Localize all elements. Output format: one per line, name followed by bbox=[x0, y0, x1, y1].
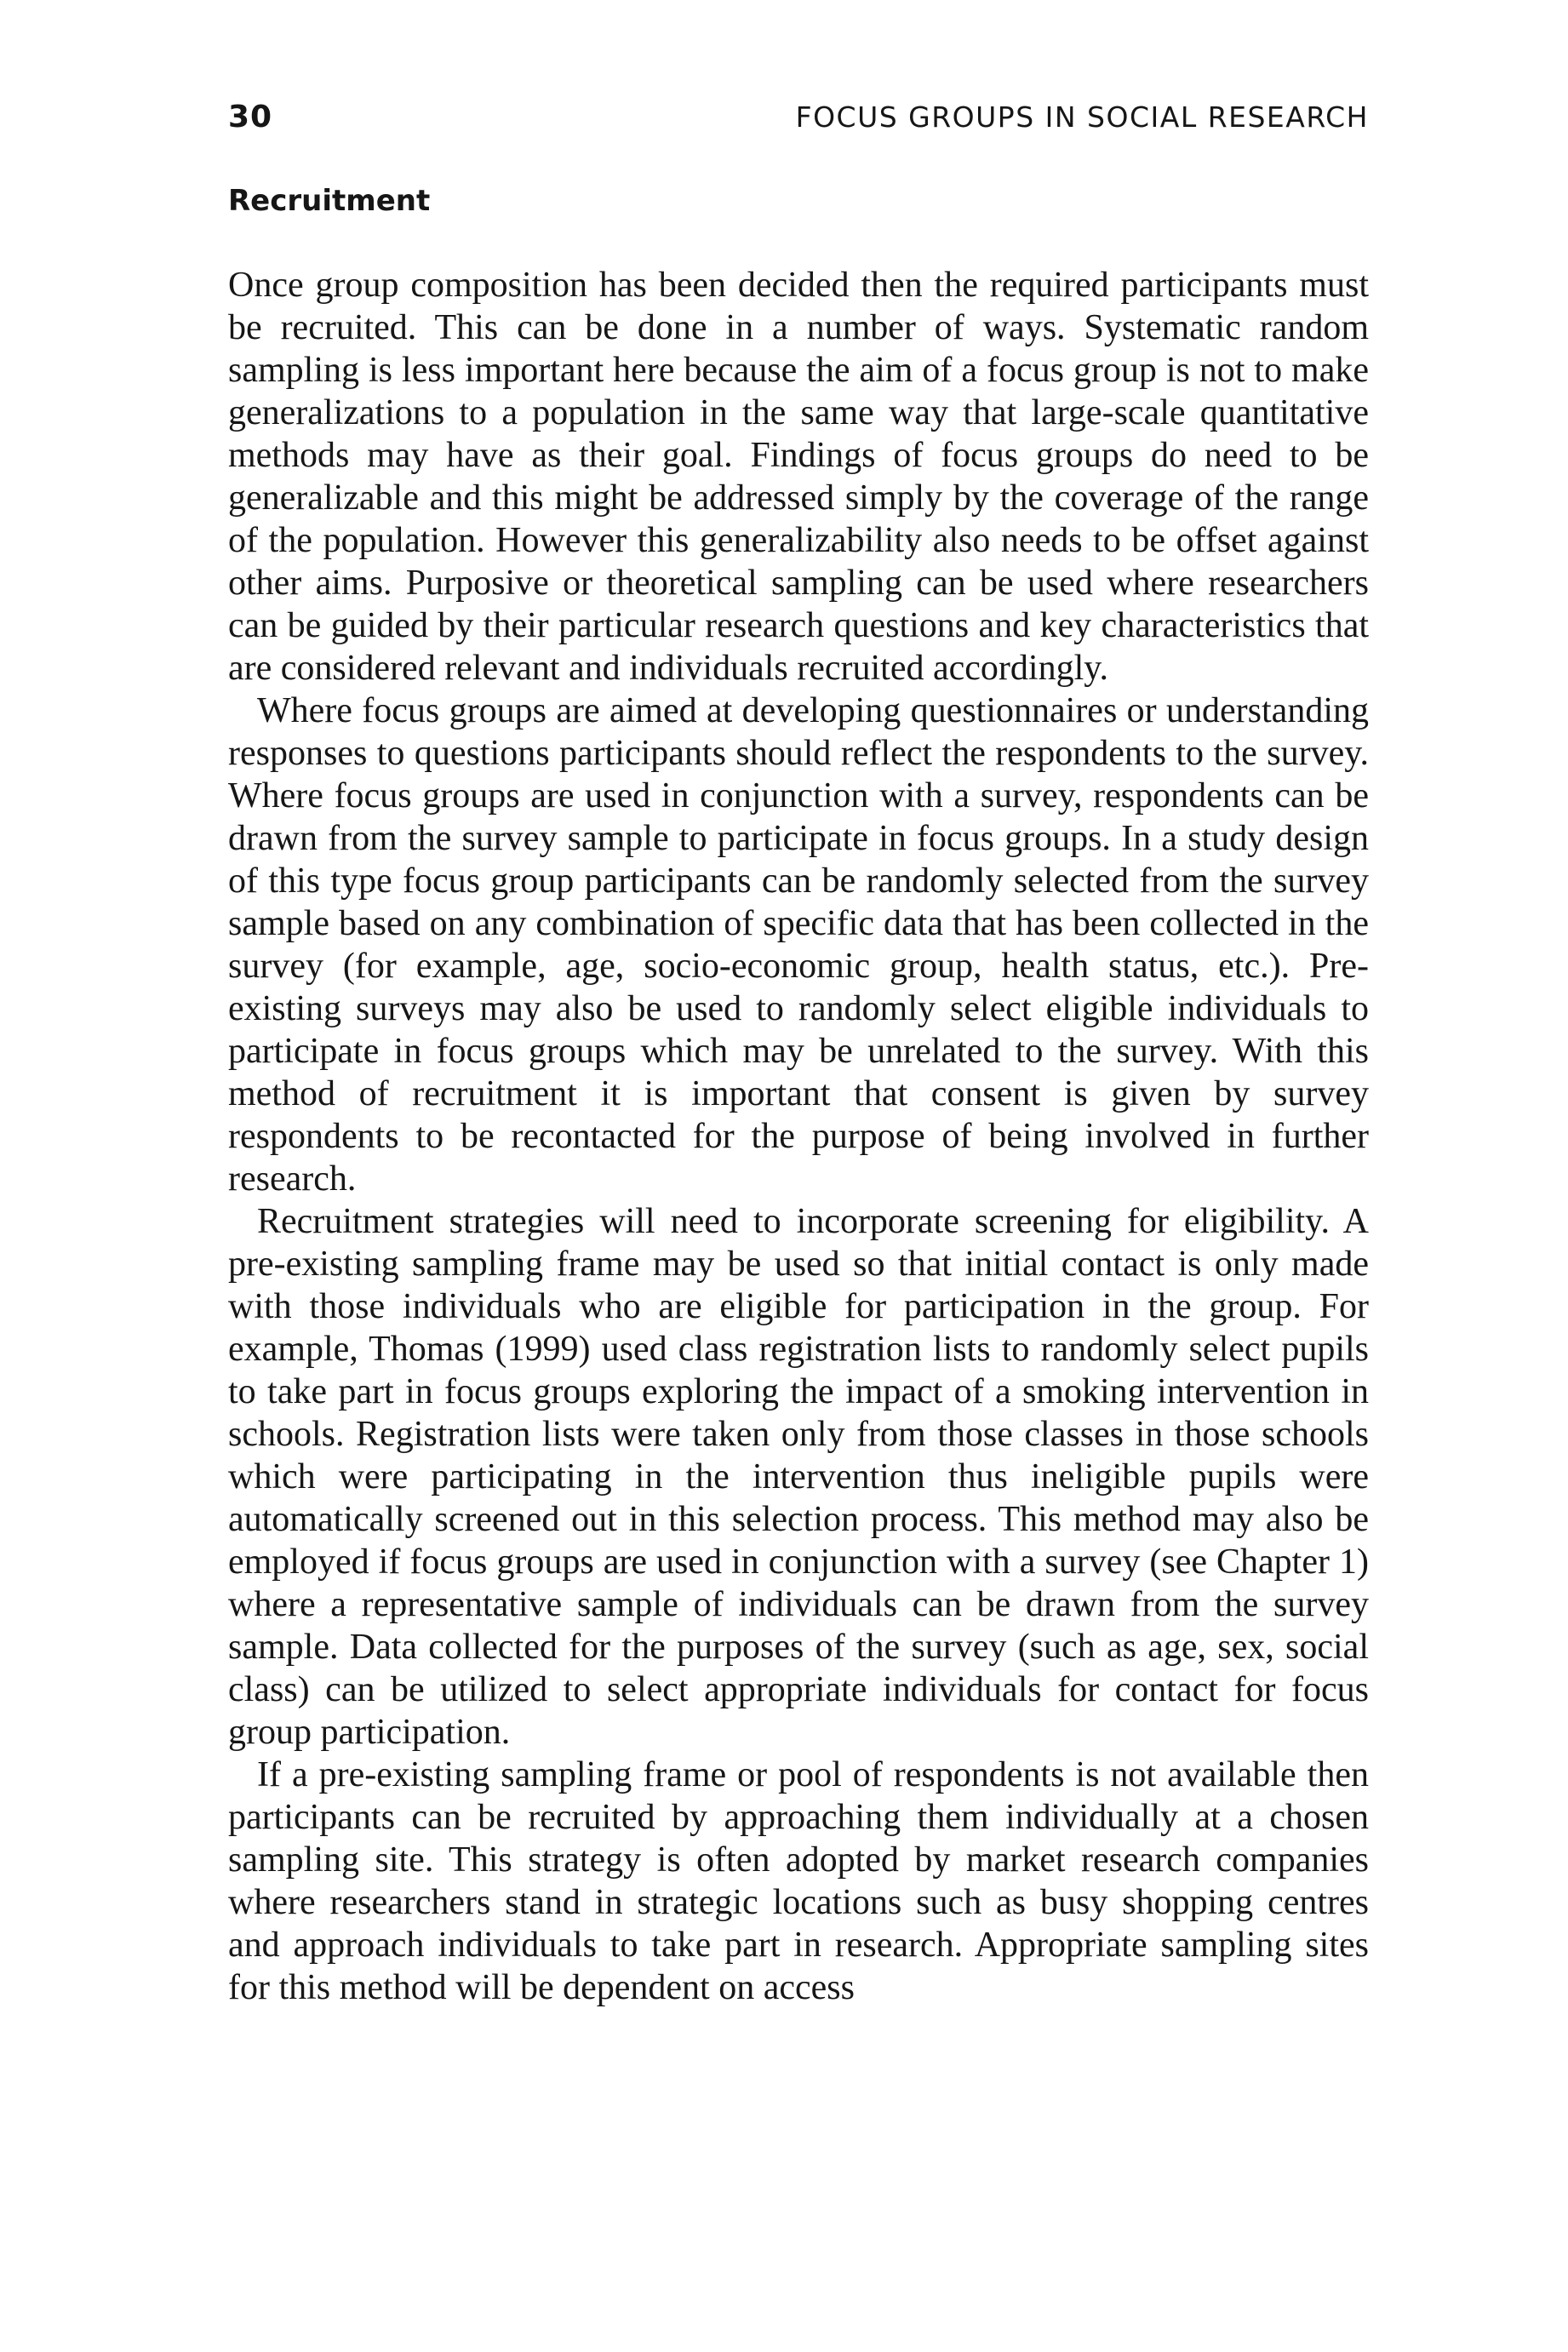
paragraph-3: Recruitment strategies will need to incorporate screening for eligibility. A pre-existing sampling frame may be used so that initial contact is only made with those individuals who are eligible for participation in the group. For example, Thomas (1999) used class registration lists to randomly select pupils to take part in focus groups exploring the impact of a smoking intervention in schools. Registration lists were taken only from those classes in those schools which were participating in the intervention thus ineligible pupils were automatically screened out in this selection process. This method may also be employed if focus groups are used in conjunction with a survey (see Chapter 1) where a representative sample of individuals can be drawn from the survey sample. Data collected for the purposes of the survey (such as age, sex, social class) can be utilized to select appropriate individuals for contact for focus group participation. bbox=[228, 1202, 1369, 1752]
running-head bbox=[228, 92, 1369, 143]
book-title: FOCUS GROUPS IN SOCIAL RESEARCH bbox=[795, 100, 1369, 134]
body-text bbox=[228, 264, 1369, 2009]
paragraph-2: Where focus groups are aimed at developing questionnaires or understanding responses to questions participants should reflect the respondents to the survey. Where focus groups are used in conjunction with a survey, respondents can be drawn from the survey sample to participate in focus groups. In a study design of this type focus group participants can be randomly selected from the survey sample based on any combination of specific data that has been collected in the survey (for example, age, socio-economic group, health status, etc.). Pre-existing surveys may also be used to randomly select eligible individuals to participate in focus groups which may be unrelated to the survey. With this method of recruitment it is important that consent is given by survey respondents to be recontacted for the purpose of being involved in further research. bbox=[228, 691, 1369, 1199]
page-number: 30 bbox=[228, 100, 273, 134]
paragraph-4: If a pre-existing sampling frame or pool of respondents is not available then participants can be recruited by approaching them individually at a chosen sampling site. This strategy is often adopted by market research companies where researchers stand in strategic locations such as busy shopping centres and approach individuals to take part in research. Appropriate sampling sites for this method will be dependent on access bbox=[228, 1755, 1369, 2007]
paragraph-1: Once group composition has been decided then the required participants must be recruited. This can be done in a number of ways. Systematic random sampling is less important here because the aim of a focus group is not to make generalizations to a population in the same way that large-scale quantitative methods may have as their goal. Findings of focus groups do need to be generalizable and this might be addressed simply by the coverage of the range of the population. However this generalizability also needs to be offset against other aims. Purposive or theoretical sampling can be used where researchers can be guided by their particular research questions and key characteristics that are considered relevant and individuals recruited accordingly. bbox=[228, 266, 1369, 688]
section-heading: Recruitment bbox=[228, 184, 431, 218]
